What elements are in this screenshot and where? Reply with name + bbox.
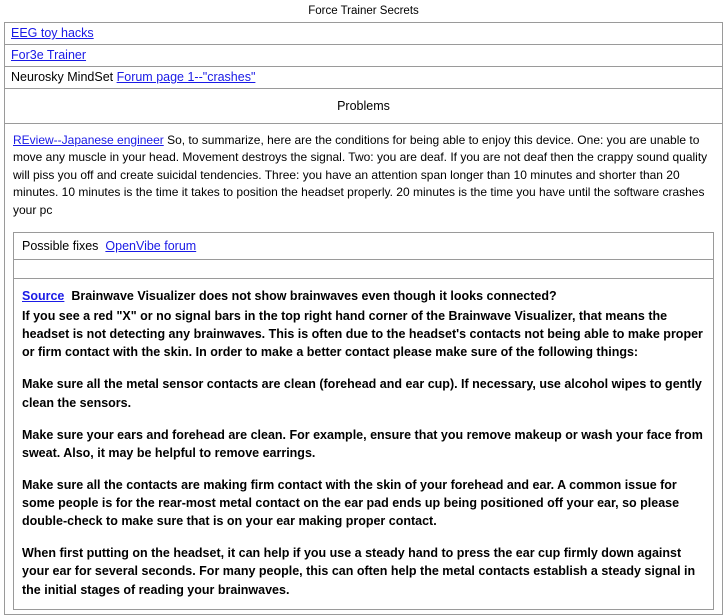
page-title: Force Trainer Secrets — [0, 0, 727, 22]
content-container — [4, 22, 723, 615]
nav-row-force-trainer[interactable] — [5, 45, 722, 67]
link-force-trainer[interactable]: For3e Trainer — [11, 48, 87, 62]
empty-row — [14, 260, 713, 279]
faq-paragraph-2: Make sure all the metal sensor contacts are clean (forehead and ear cup). If necessary, use alcohol wipes to gently clean the sensors. — [22, 377, 702, 410]
review-paragraph — [5, 124, 722, 228]
section-heading-problems: Problems — [5, 89, 722, 124]
nav-row-neurosky-mindset — [5, 67, 722, 89]
link-review-japanese-engineer[interactable]: REview--Japanese engineer — [13, 133, 164, 147]
link-openvibe-forum[interactable]: OpenVibe forum — [105, 238, 197, 253]
review-text: So, to summarize, here are the conditions for being able to enjoy this device. One: you are unable to move any muscle in your head. Movement destroys the signal. Two: you are deaf. If you are not deaf then the crappy sound quality will piss you off and create suicidal tendencies. Three: you have an attention span longer than 10 minutes and shorter than 20 minutes. 10 minutes is the time it takes to position the headset properly. 20 minutes is the time you have until the software crashes your pc — [13, 133, 708, 217]
link-forum-page-1-crashes[interactable]: Forum page 1--"crashes" — [116, 70, 256, 84]
nav-row-eeg-toy-hacks[interactable] — [5, 23, 722, 45]
faq-paragraph-3: Make sure your ears and forehead are clean. For example, ensure that you remove makeup or wash your face from sweat. Also, it may be helpful to remove earrings. — [22, 427, 703, 460]
possible-fixes-label: Possible fixes — [22, 238, 99, 253]
faq-paragraph-4: Make sure all the contacts are making firm contact with the skin of your forehead and ear. A common issue for some people is for the rear-most metal contact on the ear pad ends up being positioned off your ear, so please double-check to make sure that is on your ear making proper contact. — [22, 477, 680, 529]
link-eeg-toy-hacks[interactable]: EEG toy hacks — [11, 26, 94, 40]
link-source[interactable]: Source — [22, 288, 65, 303]
faq-question: Brainwave Visualizer does not show brainwaves even though it looks connected? — [71, 288, 557, 303]
neurosky-mindset-label: Neurosky MindSet — [11, 70, 117, 84]
faq-paragraph-5: When first putting on the headset, it can help if you use a steady hand to press the ear cup firmly down against your ear for several seconds. For many people, this can often help the metal contacts establish a steady signal in the initial stages of reading your brainwaves. — [22, 546, 696, 597]
faq-question-line — [22, 287, 705, 305]
faq-paragraph-1: If you see a red "X" or no signal bars in the top right hand corner of the Brainwave Visualizer, that means the headset is not detecting any brainwaves. This is often due to the headset's contacts not being able to make proper or firm contact with the skin. In order to make a better contact please make sure of the following things: — [22, 309, 703, 360]
possible-fixes-row — [14, 233, 713, 260]
fixes-box — [13, 232, 714, 610]
faq-content — [14, 279, 713, 609]
